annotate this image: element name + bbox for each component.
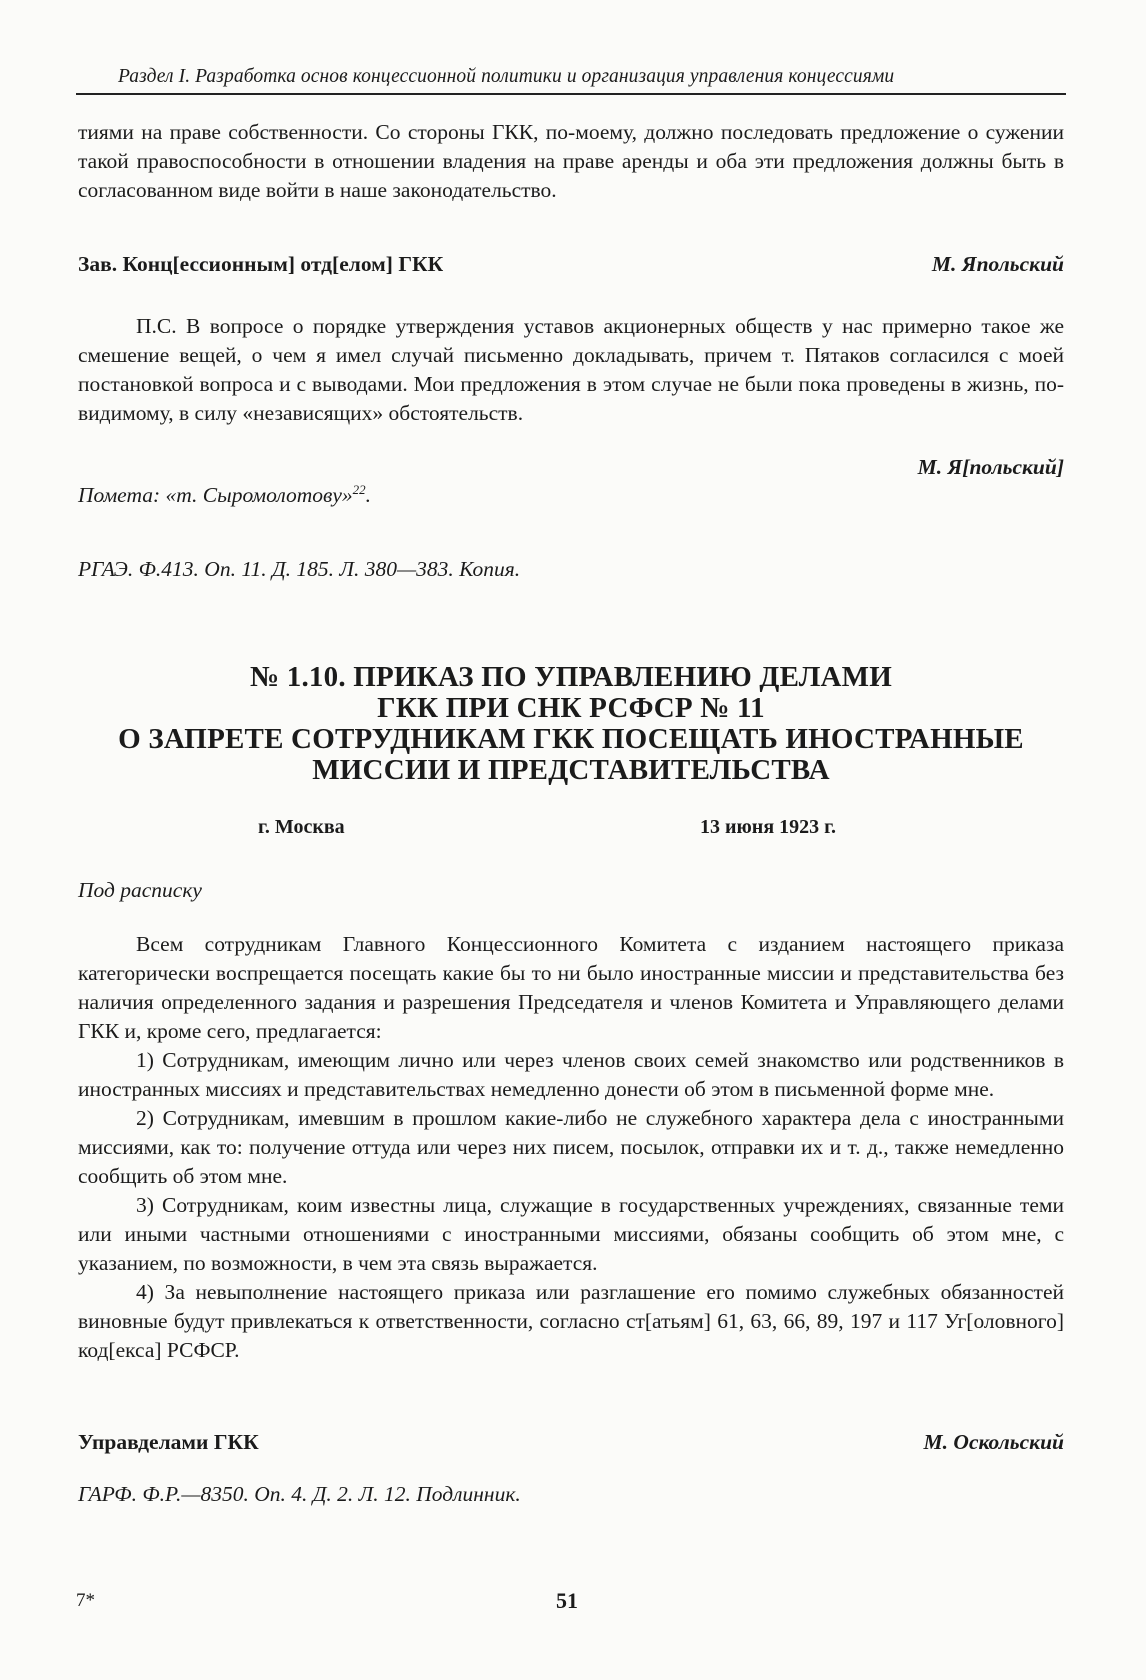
document-title <box>78 662 1064 786</box>
order-body <box>78 930 1064 1365</box>
postscript-signature-name: М. Я[польский] <box>917 455 1064 479</box>
signature-name: М. Оскольский <box>923 1430 1064 1454</box>
title-line: № 1.10. ПРИКАЗ ПО УПРАВЛЕНИЮ ДЕЛАМИ <box>249 661 893 693</box>
postscript-signature <box>78 455 1064 485</box>
postscript-block <box>78 312 1064 428</box>
order-intro: Всем сотрудникам Главного Концессионного Комитета с изданием настоящего приказа категорически воспрещается посещать какие бы то ни было иностранные миссии и представительства без наличия определенного задания и разрешения Председателя и членов Комитета и Управляющего делами ГКК и, кроме сего, предлагается: <box>78 932 1064 1043</box>
prev-doc-continuation: тиями на праве собственности. Со стороны ГКК, по-моему, должно последовать предложение о сужении такой правоспособности в отношении владения на праве аренды и оба эти предложения должны быть в согласованном виде войти в наше законодательство. <box>78 120 1064 202</box>
prev-doc-continuation-block <box>78 118 1064 205</box>
signature-mark: 7* <box>76 1590 95 1611</box>
order-item: 4) За невыполнение настоящего приказа или разглашение его помимо служебных обязанностей виновные будут привлекаться к ответственности, согласно ст[атьям] 61, 63, 66, 89, 197 и 117 Уг[оловного] код[екса] РСФСР. <box>78 1280 1064 1362</box>
title-line: МИССИИ И ПРЕДСТАВИТЕЛЬСТВА <box>312 754 830 786</box>
title-line: ГКК ПРИ СНК РСФСР № 11 <box>377 692 765 724</box>
signature-position: Управделами ГКК <box>78 1430 259 1454</box>
prev-archive-ref: РГАЭ. Ф.413. Оп. 11. Д. 185. Л. 380—383. Копия. <box>78 557 521 581</box>
page-number: 51 <box>556 1588 578 1613</box>
doc-marking: Под расписку <box>78 878 202 902</box>
order-item: 3) Сотрудникам, коим известны лица, служащие в государственных учреждениях, связанные теми или иными частными отношениями с иностранными миссиями, обязаны сообщить об этом мне, с указанием, по возможности, в чем эта связь выражается. <box>78 1193 1064 1275</box>
running-head: Раздел I. Разработка основ концессионной политики и организация управления концессиями <box>118 66 895 87</box>
doc-place: г. Москва <box>258 816 345 838</box>
header-rule <box>76 93 1066 95</box>
title-line: О ЗАПРЕТЕ СОТРУДНИКАМ ГКК ПОСЕЩАТЬ ИНОСТРАННЫЕ <box>118 723 1024 755</box>
postscript: П.С. В вопросе о порядке утверждения уставов акционерных обществ у нас примерно такое же смешение вещей, о чем я имел случай письменно докладывать, причем т. Пятаков согласился с моей постановкой вопроса и с выводами. Мои предложения в этом случае не были пока проведены в жизнь, по-видимому, в силу «независящих» обстоятельств. <box>78 314 1064 425</box>
prev-signature-position: Зав. Конц[ессионным] отд[елом] ГКК <box>78 252 444 276</box>
order-item: 2) Сотрудникам, имевшим в прошлом какие-либо не служебного характера дела с иностранными миссиями, как то: получение оттуда или через них писем, посылок, отправки их и т. д., также немедленно сообщить об этом мне. <box>78 1106 1064 1188</box>
prev-doc-signature <box>78 252 1064 282</box>
prev-signature-name: М. Япольский <box>931 252 1064 276</box>
note-text: Помета: «т. Сыромолотову» <box>78 483 353 508</box>
note-line: Помета: «т. Сыромолотову»$^{22}$. <box>78 482 371 508</box>
doc-archive-ref: ГАРФ. Ф.Р.—8350. Оп. 4. Д. 2. Л. 12. Подлинник. <box>78 1482 521 1506</box>
footnote-ref: 22 <box>352 482 366 497</box>
order-item: 1) Сотрудникам, имеющим лично или через членов своих семей знакомство или родственников в иностранных миссиях и представительствах немедленно донести об этом в письменной форме мне. <box>78 1048 1064 1101</box>
doc-signature <box>78 1430 1064 1460</box>
doc-date: 13 июня 1923 г. <box>700 816 836 838</box>
